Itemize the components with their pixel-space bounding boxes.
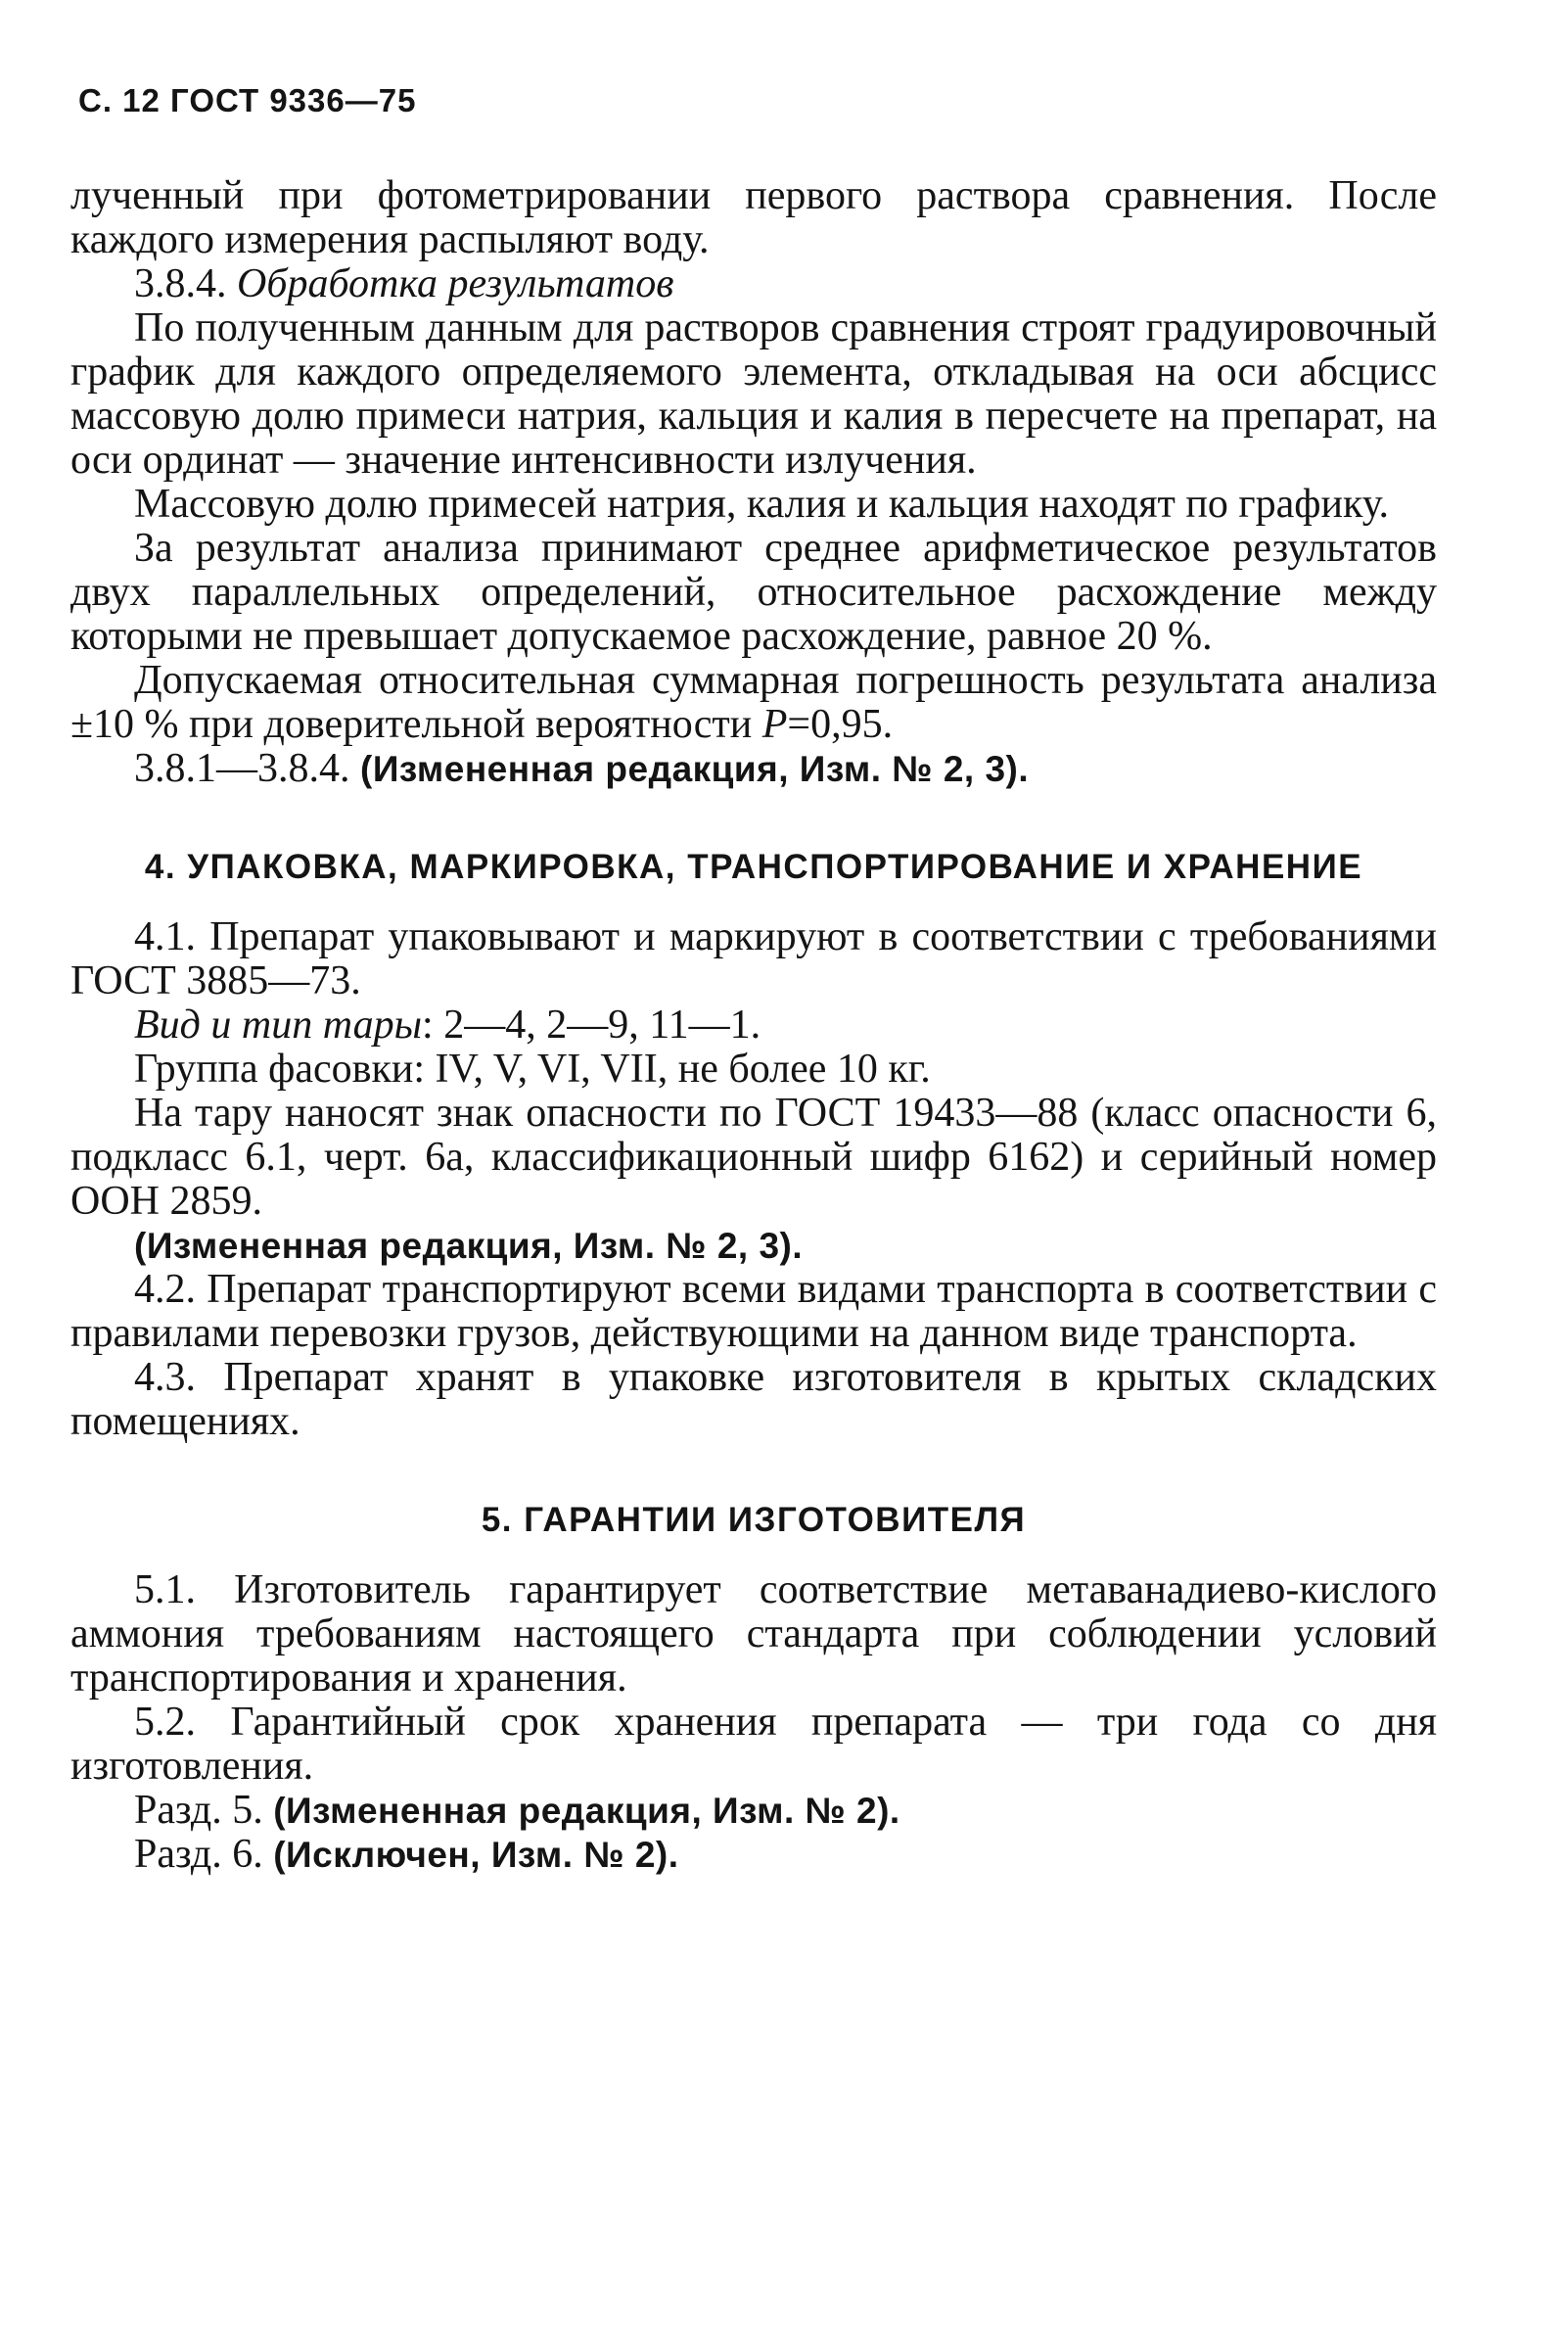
paragraph-continuation: лученный при фотометрировании первого раствора сравнения. После каждого измерения распыляют воду. xyxy=(70,173,1437,262)
container-type-label: Вид и тип тары xyxy=(134,1003,423,1048)
paragraph-5-2: 5.2. Гарантийный срок хранения препарата — три года со дня изготовления. xyxy=(70,1700,1437,1789)
probability-value: =0,95. xyxy=(787,702,894,747)
section-title-4: 4. УПАКОВКА, МАРКИРОВКА, ТРАНСПОРТИРОВАНИЕ И ХРАНЕНИЕ xyxy=(144,848,1363,886)
amendment-ref: 3.8.1—3.8.4. xyxy=(134,746,360,791)
amendment-text: (Исключен, Изм. № 2). xyxy=(273,1835,679,1875)
amendment-note-4-1: (Измененная редакция, Изм. № 2, 3). xyxy=(134,1226,804,1266)
amendment-ref: Разд. 6. xyxy=(134,1832,274,1877)
amendment-ref: Разд. 5. xyxy=(134,1788,274,1833)
paragraph-calibration: По полученным данным для растворов сравнения строят градуировочный график для каждого определяемого элемента, откладывая на оси абсцисс массовую долю примеси натрия, кальция и калия в пересчете на препарат, на оси ординат — значение интенсивности излучения. xyxy=(70,305,1437,483)
paragraph-error xyxy=(70,659,1437,747)
paragraph-container-type xyxy=(70,1003,1437,1048)
amendment-text: (Измененная редакция, Изм. № 2, 3). xyxy=(360,749,1030,789)
document-body xyxy=(70,174,1437,1877)
amendment-note-section-5 xyxy=(70,1789,1437,1833)
subsection-title: Обработка результатов xyxy=(237,261,674,306)
paragraph-4-3: 4.3. Препарат хранят в упаковке изготовителя в крытых складских помещениях. xyxy=(70,1355,1437,1444)
subsection-number: 3.8.4. xyxy=(134,261,237,306)
spacer xyxy=(70,791,1437,845)
spacer xyxy=(70,1542,1437,1568)
paragraph-hazard-sign: На тару наносят знак опасности по ГОСТ 19433—88 (класс опасности 6, подкласс 6.1, черт. 6а, классификационный шифр 6162) и серийный номер ООН 2859. xyxy=(70,1091,1437,1224)
page-header: С. 12 ГОСТ 9336—75 xyxy=(78,82,417,118)
amendment-note-section-6 xyxy=(70,1833,1437,1877)
spacer xyxy=(70,889,1437,915)
container-type-value: : 2—4, 2—9, 11—1. xyxy=(422,1003,761,1048)
paragraph-mass-fraction: Массовую долю примесей натрия, калия и кальция находят по графику. xyxy=(134,482,1390,527)
paragraph-packing-group: Группа фасовки: IV, V, VI, VII, не более 10 кг. xyxy=(134,1047,931,1092)
paragraph-4-2: 4.2. Препарат транспортируют всеми видами транспорта в соответствии с правилами перевозки грузов, действующими на данном виде транспорта. xyxy=(70,1267,1437,1356)
subsection-heading-3-8-4 xyxy=(70,262,1437,306)
spacer xyxy=(70,1444,1437,1498)
paragraph-result: За результат анализа принимают среднее арифметическое результатов двух параллельных определений, относительное расхождение между которыми не превышает допускаемое расхождение, равное 20 %. xyxy=(70,526,1437,659)
probability-variable: P xyxy=(761,702,788,747)
section-title-5: 5. ГАРАНТИИ ИЗГОТОВИТЕЛЯ xyxy=(481,1501,1027,1539)
paragraph-5-1: 5.1. Изготовитель гарантирует соответствие метаванадиево-кислого аммония требованиям настоящего стандарта при соблюдении условий транспортирования и хранения. xyxy=(70,1567,1437,1701)
amendment-text: (Измененная редакция, Изм. № 2). xyxy=(273,1791,900,1831)
paragraph-4-1: 4.1. Препарат упаковывают и маркируют в соответствии с требованиями ГОСТ 3885—73. xyxy=(70,914,1437,1003)
error-text: Допускаемая относительная суммарная погрешность результата анализа ±10 % при доверительной вероятности xyxy=(70,658,1437,747)
amendment-note-3-8 xyxy=(70,747,1437,791)
